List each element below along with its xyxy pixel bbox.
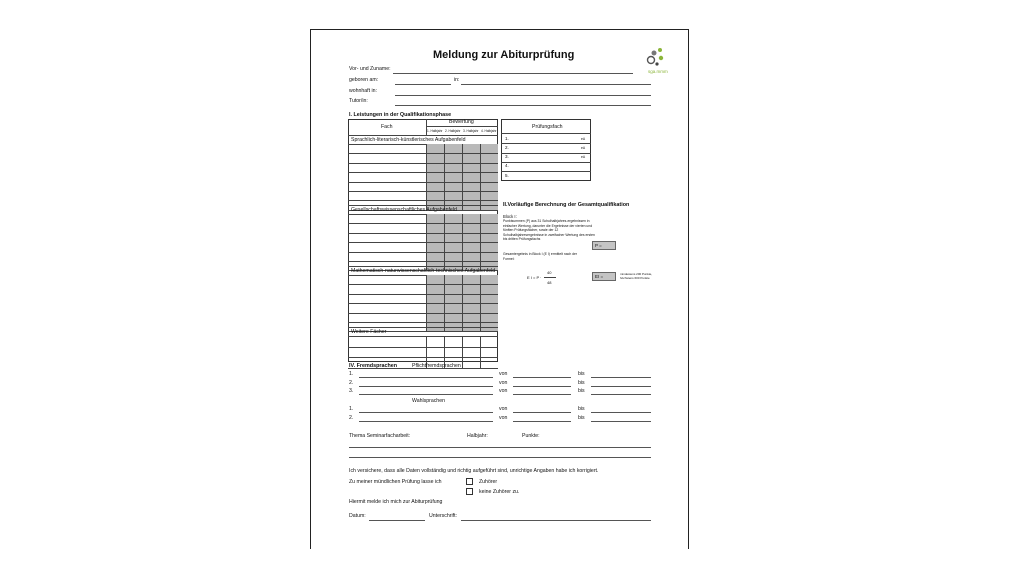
language-row-number: 3. bbox=[349, 388, 354, 394]
von-field[interactable] bbox=[513, 412, 571, 413]
table-row-line bbox=[348, 303, 498, 304]
table-row-line bbox=[348, 294, 498, 295]
birthplace-label: in: bbox=[454, 77, 460, 83]
language-row-number: 2. bbox=[349, 415, 354, 421]
date-field[interactable] bbox=[369, 520, 425, 521]
table-row-line bbox=[348, 261, 498, 262]
table-row-line bbox=[348, 252, 498, 253]
bis-field[interactable] bbox=[591, 412, 651, 413]
bis-label: bis bbox=[578, 406, 585, 412]
halbjahr-4: 4. Halbjahr bbox=[481, 129, 497, 133]
table-col-line bbox=[426, 144, 427, 210]
seminar-line-1[interactable] bbox=[349, 447, 651, 448]
language-row-number: 2. bbox=[349, 379, 354, 386]
von-label: von bbox=[499, 406, 508, 412]
bis-label: bis bbox=[578, 379, 585, 386]
table-col-line bbox=[444, 214, 445, 270]
declaration-text: Ich versichere, dass alle Daten vollständig und richtig aufgeführt sind, unrichtige Angaben habe ich korrigiert. bbox=[349, 468, 599, 474]
e-result-note: mindestens 200 Punkte, höchstens 600 Punkte bbox=[620, 272, 653, 280]
table-col-line bbox=[426, 214, 427, 270]
von-field[interactable] bbox=[513, 394, 571, 395]
table-col-line bbox=[480, 144, 481, 210]
von-label: von bbox=[499, 371, 508, 377]
exam-label: Zu meiner mündlichen Prüfung lasse ich bbox=[349, 479, 442, 485]
table-col-line bbox=[462, 214, 463, 270]
signature-label: Unterschrift: bbox=[429, 513, 457, 519]
table-col-line bbox=[426, 275, 427, 331]
fach-header: Fach bbox=[381, 124, 393, 130]
pruefungsfach-row-number: 3. bbox=[505, 154, 509, 160]
halbjahr-2: 2. Halbjahr bbox=[445, 129, 461, 133]
block-text: Punktsummen (P) aus 31 Schulhalbjahres-ergebnissen in einfacher Wertung, darunter die Ergebnisse der vierten und fünften Prüfungsfächer, sowie der 12 Schulhalbjahresergebnisse in zweifacher Wertung des ersten bis dritten Prüfungsfachs bbox=[503, 219, 595, 242]
logo bbox=[644, 45, 674, 77]
signature-field[interactable] bbox=[461, 520, 651, 521]
bis-field[interactable] bbox=[591, 377, 651, 378]
bis-label: bis bbox=[578, 371, 585, 377]
pruefungsfach-row-number: 2. bbox=[505, 144, 509, 150]
language-name-field[interactable] bbox=[359, 386, 493, 387]
table-row-line bbox=[348, 242, 498, 243]
block-label: Block I: bbox=[503, 214, 517, 219]
header-subline bbox=[426, 126, 498, 127]
table-row-line bbox=[348, 357, 498, 358]
section-4-title: IV. Fremdsprachen bbox=[349, 363, 398, 369]
field-label-2: Gesellschaftswissenschaftliches Aufgabenfeld bbox=[351, 207, 457, 213]
formula-denominator: 48 bbox=[547, 280, 552, 285]
field-label-4: Weitere Fächer bbox=[351, 329, 387, 335]
table-col-line bbox=[444, 275, 445, 331]
table-row-line bbox=[348, 153, 498, 154]
formula-numerator: 40 bbox=[547, 270, 552, 275]
p-result-box[interactable]: P = bbox=[592, 241, 616, 250]
table-col-line bbox=[444, 144, 445, 210]
table-row-line bbox=[348, 163, 498, 164]
language-row-number: 1. bbox=[349, 406, 354, 412]
von-field[interactable] bbox=[513, 386, 571, 387]
von-field[interactable] bbox=[513, 377, 571, 378]
address-label: wohnhaft in: bbox=[349, 88, 377, 94]
formula-lhs: E I = P · bbox=[527, 275, 542, 280]
section-1-title: I. Leistungen in der Qualifikationsphase bbox=[349, 112, 452, 118]
block-header-line bbox=[348, 205, 498, 206]
e-result-box[interactable]: EI = bbox=[592, 272, 616, 281]
zuhoerer-checkbox[interactable] bbox=[466, 478, 473, 485]
pruefungsfach-header-line bbox=[501, 133, 591, 134]
block-header-line bbox=[348, 135, 498, 136]
date-label: Datum: bbox=[349, 513, 366, 519]
table-col-line bbox=[462, 336, 463, 368]
pruefungsfach-row-line bbox=[501, 171, 591, 172]
halbjahr-3: 3. Halbjahr bbox=[463, 129, 479, 133]
tutor-label: Tutor/in: bbox=[349, 98, 368, 104]
von-label: von bbox=[499, 379, 508, 386]
born-label: geboren am: bbox=[349, 77, 379, 83]
bis-label: bis bbox=[578, 415, 585, 421]
von-field[interactable] bbox=[513, 421, 571, 422]
table-row-line bbox=[348, 233, 498, 234]
table-row-line bbox=[348, 182, 498, 183]
keine-zuhoerer-checkbox[interactable] bbox=[466, 488, 473, 495]
halbjahr-1: 1. Halbjahr bbox=[427, 129, 443, 133]
keine-zuhoerer-label: keine Zuhörer zu. bbox=[479, 489, 520, 495]
zuhoerer-label: Zuhörer bbox=[479, 479, 498, 485]
form-page bbox=[310, 29, 689, 549]
language-name-field[interactable] bbox=[359, 377, 493, 378]
name-label: Vor- und Zuname: bbox=[349, 66, 391, 72]
logo-text: sga.mmm bbox=[648, 69, 668, 74]
bewertung-header: Bewertung bbox=[449, 119, 474, 125]
formula-fraction-bar bbox=[544, 277, 556, 278]
pruefungsfach-row-mark: eA bbox=[581, 145, 586, 150]
table-row-line bbox=[348, 347, 498, 348]
pruefungsfach-header: Prüfungsfach bbox=[532, 124, 563, 130]
seminar-punkte-label: Punkte: bbox=[522, 433, 540, 439]
address-field[interactable] bbox=[395, 95, 651, 96]
pruefungsfach-row-number: 4. bbox=[505, 163, 509, 169]
page-title: Meldung zur Abiturprüfung bbox=[433, 49, 575, 61]
pruefungsfach-row-mark: eA bbox=[581, 155, 586, 160]
block-subheader-line bbox=[348, 336, 498, 337]
table-row-line bbox=[348, 284, 498, 285]
table-col-line bbox=[480, 275, 481, 331]
language-name-field[interactable] bbox=[359, 394, 493, 395]
table-row-line bbox=[348, 322, 498, 323]
table-row-line bbox=[348, 313, 498, 314]
seminar-line-2[interactable] bbox=[349, 457, 651, 458]
pruefungsfach-row-number: 1. bbox=[505, 135, 509, 141]
seminar-thema-label: Thema Seminarfacharbeit: bbox=[349, 433, 411, 439]
wahl-label: Wahlsprachen bbox=[412, 398, 445, 404]
von-label: von bbox=[499, 388, 508, 394]
seminar-halbjahr-label: Halbjahr: bbox=[467, 433, 488, 439]
pruefungsfach-row-line bbox=[501, 143, 591, 144]
formula-text: Gesamtergebnis in Block I (E I) ermittelt nach der Formel: bbox=[503, 252, 578, 261]
pruefungsfach-row-mark: eA bbox=[581, 136, 586, 141]
pruefungsfach-row-number: 5. bbox=[505, 172, 509, 178]
name-field[interactable] bbox=[393, 73, 633, 74]
field-label-3: Mathematisch-naturwissenschaftlich-technisches Aufgabenfeld bbox=[351, 268, 496, 274]
bis-label: bis bbox=[578, 388, 585, 394]
table-col-line bbox=[480, 214, 481, 270]
table-row-line bbox=[348, 191, 498, 192]
language-row-number: 1. bbox=[349, 371, 354, 377]
registration-text: Hiermit melde ich mich zur Abiturprüfung bbox=[349, 499, 443, 505]
table-row-line bbox=[348, 223, 498, 224]
pflicht-label: Pflichtfremdsprachen bbox=[412, 363, 461, 369]
bis-field[interactable] bbox=[591, 394, 651, 395]
pruefungsfach-row-line bbox=[501, 162, 591, 163]
block-header-line bbox=[348, 327, 498, 328]
table-col-line bbox=[462, 275, 463, 331]
bis-field[interactable] bbox=[591, 386, 651, 387]
section-2-title: II.Vorläufige Berechnung der Gesamtqualifikation bbox=[503, 202, 630, 208]
field-label-1: Sprachlich-literarisch-künstlerisches Aufgabenfeld bbox=[351, 137, 466, 143]
table-row-line bbox=[348, 172, 498, 173]
von-label: von bbox=[499, 415, 508, 421]
born-field[interactable] bbox=[395, 84, 451, 85]
block-header-line bbox=[348, 266, 498, 267]
table-col-line bbox=[480, 336, 481, 368]
table-row-line bbox=[348, 200, 498, 201]
birthplace-field[interactable] bbox=[461, 84, 651, 85]
table-col-line bbox=[462, 144, 463, 210]
pruefungsfach-row-line bbox=[501, 153, 591, 154]
language-name-field[interactable] bbox=[359, 421, 493, 422]
bis-field[interactable] bbox=[591, 421, 651, 422]
language-name-field[interactable] bbox=[359, 412, 493, 413]
tutor-field[interactable] bbox=[395, 105, 651, 106]
